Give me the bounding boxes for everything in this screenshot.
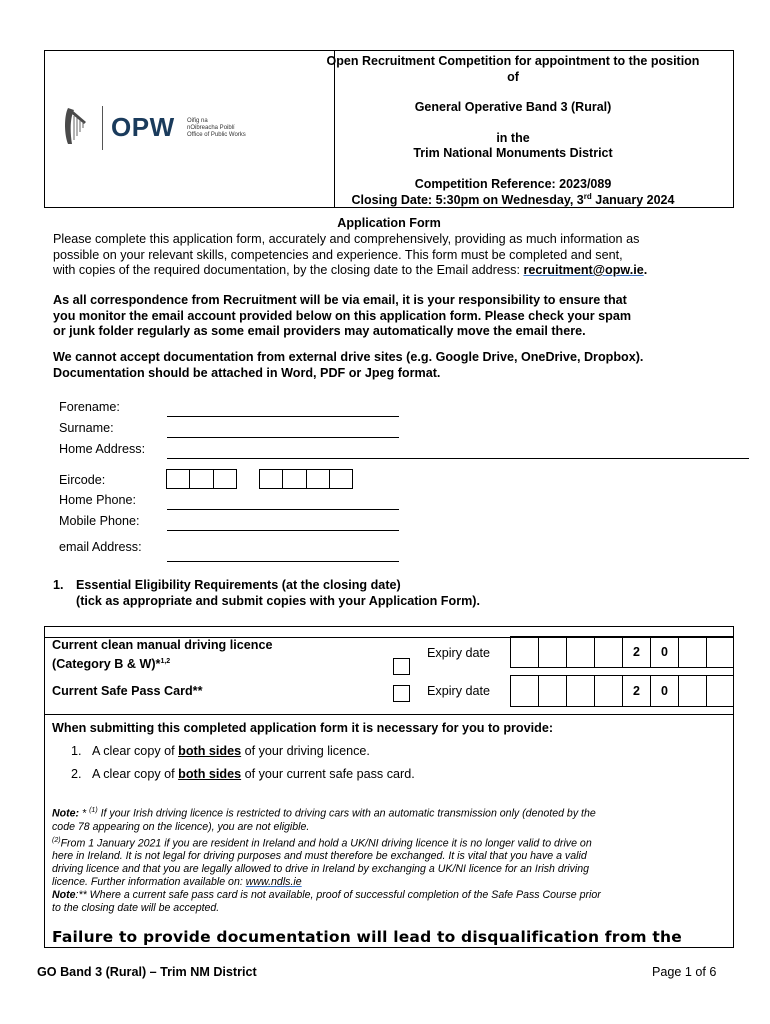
forename-field[interactable]	[167, 416, 399, 417]
email-address-label: email Address:	[59, 540, 142, 554]
mobile-phone-label: Mobile Phone:	[59, 514, 140, 528]
header-line1: Open Recruitment Competition for appointment to the position	[326, 54, 700, 68]
disqualification-warning: Failure to provide documentation will lead to disqualification from the	[52, 928, 682, 946]
harp-icon	[62, 104, 90, 148]
table-row-divider	[44, 714, 734, 715]
safe-pass-expiry-label: Expiry date	[427, 684, 490, 698]
header-line4: in the	[496, 131, 530, 145]
email-responsibility-notice: As all correspondence from Recruitment will be via email, it is your responsibility to ensure that you monitor the email account provided below on this application form. Please check your spam or junk folder regularly as some email providers may automatically move the email there.	[53, 293, 632, 338]
section1-number: 1.	[53, 578, 64, 592]
section1-subtitle: (tick as appropriate and submit copies with your Application Form).	[76, 594, 480, 608]
home-address-label: Home Address:	[59, 442, 146, 456]
safe-pass-checkbox[interactable]	[393, 685, 410, 702]
safe-pass-label: Current Safe Pass Card**	[52, 684, 203, 698]
documentation-notice: We cannot accept documentation from external drive sites (e.g. Google Drive, OneDrive, Dropbox). Documentation should be attached in Word, PDF or Jpeg format.	[53, 350, 644, 380]
intro-paragraph: Please complete this application form, accurately and comprehensively, providing as much information as possible on your relevant skills, competencies and experience. This form must be completed and sent, with copies of the required documentation, by the closing date to the Email address: recruitment@opw.ie.	[53, 232, 648, 277]
logo-line3: Office of Public Works	[187, 132, 246, 138]
email-address-field[interactable]	[167, 561, 399, 562]
header-job-title: General Operative Band 3 (Rural)	[414, 100, 612, 114]
form-title: Application Form	[337, 216, 441, 230]
eircode-label: Eircode:	[59, 473, 106, 487]
eligibility-notes: Note: * $^{(1)}$ If your Irish driving licence is restricted to driving cars with an automatic transmission only (denoted by the code 78 appearing on the licence), you are not eligible. $^{(2)}$From 1 January 2021 if you are resident in Ireland and hold a UK/NI driving licence it is no longer valid to drive on here in Ireland. It is not legal for driving purposes and must therefore be exchanged. It is vital that you have a valid driving licence and that you are legally allowed to drive in Ireland by exchanging a UK/NI licence for an Irish driving licence. Further information available on: www.ndls.ie Note:** Where a current safe pass card is not available, proof of successful completion of the Safe Pass Course prior to the closing date will be accepted.	[52, 807, 601, 915]
footer-doc-title: GO Band 3 (Rural) – Trim NM District	[37, 965, 257, 979]
eircode-identifier-boxes[interactable]	[259, 469, 353, 489]
driving-licence-checkbox[interactable]	[393, 658, 410, 675]
eircode-routing-boxes[interactable]	[166, 469, 237, 489]
driving-licence-label: Current clean manual driving licence (Category B & W)*$^{1,2}$	[52, 638, 273, 671]
footer-page-number: Page 1 of 6	[652, 965, 717, 979]
home-address-field[interactable]	[167, 458, 749, 459]
surname-field[interactable]	[167, 437, 399, 438]
header-district: Trim National Monuments District	[413, 146, 613, 160]
header-closing-date: Closing Date: 5:30pm on Wednesday, 3rd January 2024	[351, 192, 675, 208]
provide-item2: 2. A clear copy of both sides of your current safe pass card.	[71, 767, 415, 781]
header-reference: Competition Reference: 2023/089	[414, 177, 612, 191]
section1-title: Essential Eligibility Requirements (at the closing date)	[76, 578, 401, 592]
forename-label: Forename:	[59, 400, 120, 414]
recruitment-email-link[interactable]: recruitment@opw.ie	[523, 263, 644, 277]
header-line2: of	[507, 70, 519, 84]
ndls-link[interactable]: www.ndls.ie	[245, 876, 302, 889]
driving-licence-expiry-boxes[interactable]: 2 0	[510, 636, 734, 668]
logo-line1: Oifig na	[187, 118, 208, 124]
provide-heading: When submitting this completed application form it is necessary for you to provide:	[52, 721, 554, 735]
home-phone-label: Home Phone:	[59, 493, 137, 507]
logo-divider	[102, 106, 103, 150]
safe-pass-expiry-boxes[interactable]: 2 0	[510, 675, 734, 707]
mobile-phone-field[interactable]	[167, 530, 399, 531]
opw-logo	[62, 104, 262, 154]
logo-line2: nOibreacha Poiblí	[187, 125, 235, 131]
logo-brand: OPW	[111, 112, 175, 142]
driving-licence-expiry-label: Expiry date	[427, 646, 490, 660]
provide-item1: 1. A clear copy of both sides of your driving licence.	[71, 744, 370, 758]
surname-label: Surname:	[59, 421, 114, 435]
home-phone-field[interactable]	[167, 509, 399, 510]
